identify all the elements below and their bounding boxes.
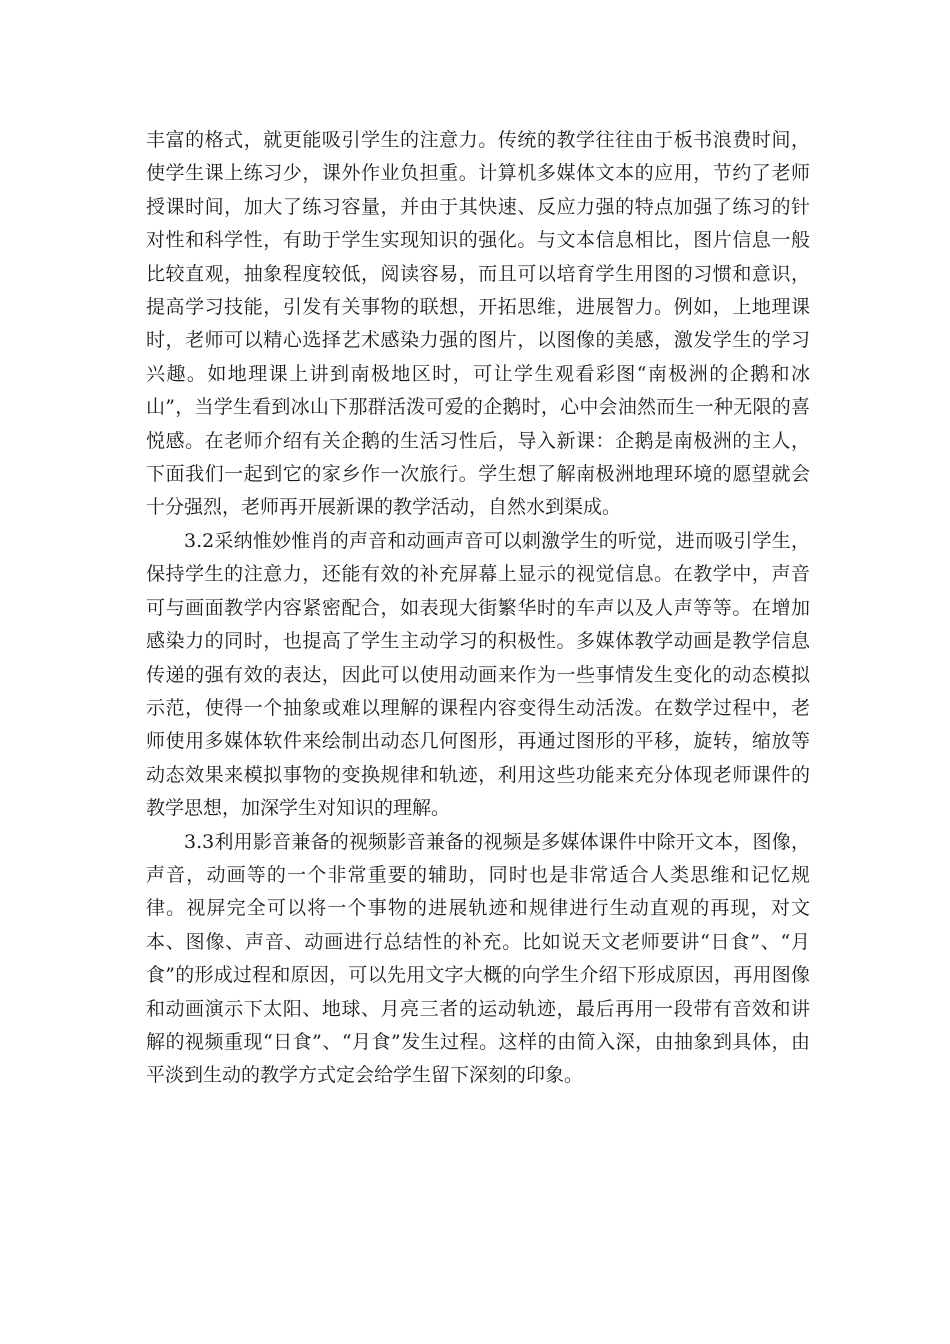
paragraph-section-3-3: 3.3利用影音兼备的视频影音兼备的视频是多媒体课件中除开文本，图像，声音，动画等的一个非常重要的辅助，同时也是非常适合人类思维和记忆规律。视屏完全可以将一个事物的进展轨迹和规律进行生动直观的再现，对文本、图像、声音、动画进行总结性的补充。比如说天文老师要讲“日食”、“月食”的形成过程和原因，可以先用文字大概的向学生介绍下形成原因，再用图像和动画演示下太阳、地球、月亮三者的运动轨迹，最后再用一段带有音效和讲解的视频重现“日食”、“月食”发生过程。这样的由简入深，由抽象到具体，由平淡到生动的教学方式定会给学生留下深刻的印象。 [146, 830, 810, 1087]
body-text [146, 124, 810, 1093]
paragraph-section-3-2: 3.2采纳惟妙惟肖的声音和动画声音可以刺激学生的听觉，进而吸引学生，保持学生的注意力，还能有效的补充屏幕上显示的视觉信息。在教学中，声音可与画面教学内容紧密配合，如表现大街繁华时的车声以及人声等等。在增加感染力的同时，也提高了学生主动学习的积极性。多媒体教学动画是教学信息传递的强有效的表达，因此可以使用动画来作为一些事情发生变化的动态模拟示范，使得一个抽象或难以理解的课程内容变得生动活泼。在数学过程中，老师使用多媒体软件来绘制出动态几何图形，再通过图形的平移，旋转，缩放等动态效果来模拟事物的变换规律和轨迹，利用这些功能来充分体现老师课件的教学思想，加深学生对知识的理解。 [146, 529, 810, 820]
paragraph-intro-continued: 丰富的格式，就更能吸引学生的注意力。传统的教学往往由于板书浪费时间，使学生课上练习少，课外作业负担重。计算机多媒体文本的应用，节约了老师授课时间，加大了练习容量，并由于其快速、反应力强的特点加强了练习的针对性和科学性，有助于学生实现知识的强化。与文本信息相比，图片信息一般比较直观，抽象程度较低，阅读容易，而且可以培育学生用图的习惯和意识，提高学习技能，引发有关事物的联想，开拓思维，进展智力。例如，上地理课时，老师可以精心选择艺术感染力强的图片，以图像的美感，激发学生的学习兴趣。如地理课上讲到南极地区时，可让学生观看彩图“南极洲的企鹅和冰山”，当学生看到冰山下那群活泼可爱的企鹅时，心中会油然而生一种无限的喜悦感。在老师介绍有关企鹅的生活习性后，导入新课：企鹅是南极洲的主人，下面我们一起到它的家乡作一次旅行。学生想了解南极洲地理环境的愿望就会十分强烈，老师再开展新课的教学活动，自然水到渠成。 [146, 129, 810, 519]
